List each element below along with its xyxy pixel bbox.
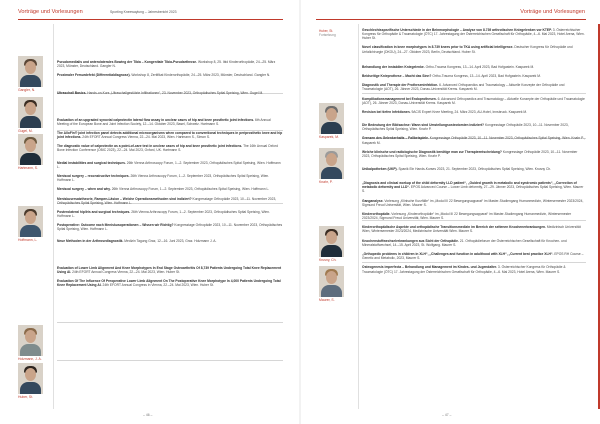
- person-name: Hoffmann, L.: [18, 238, 38, 242]
- portrait-photo: [18, 56, 43, 87]
- person-name: Maurer, S.: [319, 298, 335, 302]
- entry: Posterolateral hip/Iris and surgical techniques. 26th Vienna Arthroscopy Forum, 1.–2. September 2023, Orthopädisches Spital Speising, Wien. Hoffmann L.: [57, 209, 270, 218]
- person-name: Knahr, P.: [319, 180, 333, 184]
- entry: „Diagnosis and clinical workup of the child deformity LLD patient“, „Guided growth in metabolic and syndromic patients“, „Correction of metabolic deformity and LLD“. EPOS Advanced Course – Lower Limb deformity, 27.–29. Jänner 2023, Orthopädisches Spital Speising, Wien. Maurer S.: [362, 181, 584, 194]
- entry: Komplikationsmanagement bei Endoprothesen. 6. Advanced Orthopaedics and Traumatology – Aktuelle Konzepte der Orthopädie und Traumatologie (AOT), 26. Jänner 2023, Donau-Universität Krems. Kasparek M.: [362, 96, 585, 105]
- person-name: Krusny, Ch.: [319, 258, 337, 262]
- entry: Die Bedeutung der Bildsachse: Wann sind Umstellungsosteotomien indiziert? Kongresstage Orthopädie 2023, 10.–11. November 2023, Orthopädisches Spital Speising, Wien. Knahr P.: [362, 123, 569, 132]
- person-name: Holzmann, J. A.: [18, 357, 42, 361]
- entry: Welche klinische und radiologische Diagnostik benötige man zur Therapieentscheidung? Kongresstage Orthopädie 2023, 10.–11. November 2023, Orthopädisches Spital Speising, Wien. Knahr P.: [362, 149, 578, 158]
- entry: Novel classification in knee morphotypes in 8.739 knees prior to TKA using artificial intelligence. Deutscher Kongress für Orthopädie und Unfallchirurgie (DKOU), 24.–27. Oktober 2023, Berlin, Deutschland. Huber St.: [362, 45, 573, 54]
- entry: Kinderorthopädie. Vorlesung „Kinderorthopädie“ im „Modul III 22 Bewegungsapparat“ im Master-Studiengang Humanmedizin, Wintersemester 2023/2024, Sigmund Freud Universität, Wien. Maurer S.: [362, 211, 572, 221]
- entry: Meniscal surgery – reconstructive techniques. 26th Vienna Arthroscopy Forum, 1.–2. September 2023, Orthopädisches Spital Speising, Wien. Hoffmann L.: [57, 173, 270, 182]
- entry: Proximaler Femurdefekt (Differentialdiagnose). Workshop 8, Zertifikat Kinderorthopädie, 24.–25. März 2023, Münster, Deutschland. Gangler N.: [57, 73, 271, 78]
- page-number: – 47 –: [442, 413, 452, 417]
- column-divider: [53, 24, 54, 409]
- entry: Behandlung der instabilen Kniegelenke. Ortho-Trauma Kongress, 13.–14. April 2023, Bad Hofgastein. Kasparek M.: [362, 64, 535, 69]
- entry: Evaluation of an upgraded synovial calprotectin lateral flow assay in unclear cases of hip and knee prosthetic joint infections. 6th Annual Meeting of the European Bone and Joint Infection Society, 12.–14. Oktober 2023, Basel, Schweiz. Hartmann S.: [57, 117, 271, 126]
- entry: Diagnostik und Therapie der Protheseninfektion. 6. Advanced Orthopaedics and Traumatology – Aktuelle Konzepte der Orthopädie und Traumatologie (AOT), 26. Jänner 2023, Donau-Universität Krems. Kasparek M.: [362, 83, 565, 92]
- entries-list: [57, 60, 283, 292]
- entry: Kinderorthopädische Aspekte und orthopädische Transitionsmedizin im Bereich der seltenen Knochenerkrankungen. Medizinisch Universität Wien, Wintersemester 2023/2024, Medizinische Universität Wien. Maurer S.: [362, 225, 581, 234]
- entry: Knochenstoffwechselerkrankungen aus Sicht der Orthopädie. 21. Orthopädieforum der Österreichischen Gesellschaft für Knochen- und Mineralstoffwechsel, 14.–15. April 2023, St. Wolfgang. Maurer S.: [362, 238, 567, 247]
- entry: Meniskusersatztheorie, Rampen-Läsion – Welche Operationsmethoden sind indiziert? Kongresstage Orthopädie 2023, 10.–11. November 2023, Orthopädisches Spital Speising, Wien. Hoffmann L.: [57, 196, 277, 205]
- portrait-photo: [18, 325, 43, 356]
- running-header: Sporting Kneewaylung – Jahresbericht 2023: [110, 10, 177, 14]
- header-rule: [316, 19, 586, 20]
- entry: Unikalpotheken (UKP). Spanik Ein Hands-Kurses 2023, 21. September 2023, Orthopädisches Spital Speising, Wien. Krusny Ch.: [362, 167, 552, 171]
- entry: Osteogenesis imperfecta – Behandlung und Management im Kindes- und Jugendalter. 3. Österreichischer Kongress für Orthopädie & Traumatologie (ÖTC) 17. Jahrestagung der Österreichischen Gesellschaft für Orthopädie, 4.–6. Mai 2023, Hotel Arena, Wien. Maurer S.: [362, 265, 566, 274]
- section-title: Vorträge und Vorlesungen: [520, 9, 585, 15]
- portrait-photo: [18, 206, 43, 237]
- continued-author: Huber, St. Fortsetzung: [319, 29, 336, 37]
- portrait-photo: [319, 266, 344, 297]
- header-rule: [18, 19, 283, 20]
- entry: Evaluation Of The Influence Of Preoperative Lower Limb Alignment On The Postoperative Knee Morphotype In 4,000 Patients Undergoing Total Knee Replacement Using AI. 24th EFORT Annual Congress in Vienna, 22.–24. Mai 2023, Wien. Huber St.: [57, 278, 281, 288]
- portrait-photo: [18, 363, 43, 394]
- entry: Grenzen des Gelenkerhalts – Fallbeispiele. Kongresstage Orthopädie 2023, 10.–11. November 2023, Orthopädisches Spital Speising, Wien. Knahr P., Kasparek M.: [362, 136, 585, 145]
- left-page: [0, 0, 299, 424]
- entry: Postoperative: Outcome nach Meniskusoperationen – Wissen wir Richtig? Kongresstage Orthopädie 2023, 10.–11. November 2023, Orthopädisches Spital Speising, Wien. Hoffmann L.: [57, 223, 283, 232]
- entry: Pseudomedialis und anterolaterales Bowing der Tibia – Kongenitale Tibia-Pseudarthrose. Workshop 8, 25. Ibid Kinderorthopädie, 24.–25. März 2023, Münster, Deutschland. Gangler N.: [57, 60, 276, 69]
- entry: The diagnostic value of calprotectin as a point-of-care test in unclear cases of hip and knee prosthetic joint infections. The 16th Annual Oxford Bone Infection Conference (OBIC 2023), 22.–24. Mai 2023, Oxford, UK. Hartmann S.: [57, 144, 278, 153]
- entry: Ganganalyse. Vorlesung „Klinische Kurzfälle“ im „Modul III 22 Bewegungsapparat“ im Master-Studiengang Humanmedizin, Wintersemester 2023/2024, Sigmund Freud Universität, Wien. Maurer S.: [362, 198, 584, 207]
- entries-list: [362, 28, 586, 279]
- entry: „Orthopedic problems in children in XLH“, „Challenges and function in adulthood with XLH“, „Current best practice XLH“. EPOS RH Course – Genetic and Metabolic, 2023, Maurer S.: [362, 252, 584, 261]
- entry: The AlloFin® joint infection panel detects additional microorganisms when compared to conventional techniques in periprosthetic knee and hip joint infections. 24th EFORT Annual Congress Vienna, 22.–24. Mai 2023, Wien. Hartmann S., Simon S.: [57, 130, 283, 140]
- portrait-photo: [319, 226, 344, 257]
- page-number: – 46 –: [143, 413, 153, 417]
- person-name: Hartmann, S.: [18, 166, 38, 170]
- portrait-photo: [18, 134, 43, 165]
- entry: Beidseitige Knieprothese – Macht das Sinn? Ortho-Trauma Kongress, 13.–14. April 2023, Bad Hofgastein. Kasparek M.: [362, 73, 541, 78]
- entry: Neue Methoden in der Arthrosediagnostik. Medizin Tagung Graz, 12.–16. Juni 2023, Graz. Holzmann J. A.: [57, 239, 217, 244]
- entry: Ultraschall Basics. Hands-on-Kurs „Ultraschallgestützte Infiltrationen“, 23. November 2023, Orthopädisches Spital Speising, Wien. Gugel M.: [57, 91, 264, 96]
- divider: [57, 322, 283, 323]
- person-name: Huber, St.: [18, 395, 34, 399]
- right-page: [301, 0, 600, 424]
- person-name: Kasparek, M.: [319, 135, 339, 139]
- divider: [57, 360, 283, 361]
- section-title: Vorträge und Vorlesungen: [18, 9, 83, 15]
- portrait-photo: [18, 97, 43, 128]
- portrait-photo: [319, 148, 344, 179]
- entry: Medial instabilities and surgical techniques. 26th Vienna Arthroscopy Forum, 1.–2. September 2023, Orthopädisches Spital Speising, Wien. Hoffmann L.: [57, 160, 281, 169]
- entry: Geschlechtsspezifische Unterschiede in der Beinmorphologie – Analyse von 8.739 arthrotischen Kniegelenken vor KTEP. 3. Österreichischer Kongress für Orthopädie & Traumatologie (ÖTC) 17. Jahrestagung der Österreichischen Gesellschaft für Orthopädie, 4.–6. Mai 2023, Hotel Arena, Wien. Huber St.: [362, 28, 585, 41]
- column-divider: [358, 24, 359, 409]
- person-name: Gugel, M.: [18, 129, 33, 133]
- portrait-photo: [319, 103, 344, 134]
- entry: Evaluation of Lower Limb Alignment And Knee Morphotypes In End Stage Osteoarthritis Of 8,739 Patients Undergoing Total Knee Replacement Using AI. 24th EFORT Annual Congress Vienna, 22.–24. Mai 2023, Wien. Huber St.: [57, 265, 282, 274]
- entry: Meniscal surgery – when and why. 26th Vienna Arthroscopy Forum, 1.–2. September 2023, Orthopädisches Spital Speising, Wien. Hoffmann L.: [57, 187, 270, 192]
- entry: Revision bei tiefen Infektionen. 9ACIS Expert Knee Meeting, 24. März 2023, AU-Hotel, Innsbruck. Kasparek M.: [362, 109, 528, 114]
- person-name: Gangler, N.: [18, 88, 36, 92]
